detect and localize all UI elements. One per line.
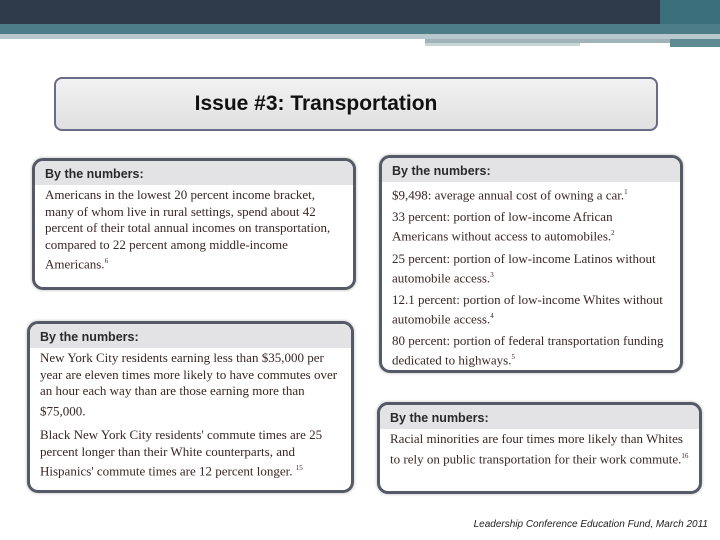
card-heading: By the numbers:	[392, 164, 491, 178]
card-heading: By the numbers:	[390, 411, 489, 425]
stat-text: Black New York City residents' commute times are 25 percent longer than their White counterparts, and Hispanics' commute times are 12 percent longer.	[40, 427, 323, 479]
footnote-ref: 16	[681, 451, 689, 460]
stat-paragraph	[392, 251, 670, 286]
stat-text: 80 percent: portion of federal transportation funding dedicated to highways.	[392, 333, 664, 368]
stat-paragraph	[45, 187, 343, 273]
stat-paragraph	[40, 350, 341, 419]
banner-accent	[660, 0, 720, 24]
footnote-ref: 5	[511, 353, 515, 362]
title-box	[54, 77, 658, 131]
footnote-ref: 3	[490, 270, 494, 279]
top-banner	[0, 0, 720, 24]
stats-card	[32, 158, 356, 290]
stat-text: New York City residents earning less than $35,000 per year are eleven times more likely to have commutes over an hour each way than are those earning more than $75,000.	[40, 350, 338, 418]
footnote-ref: 2	[611, 229, 615, 238]
footnote-ref: 4	[490, 311, 494, 320]
slide-title: Issue #3: Transportation	[194, 92, 438, 115]
stat-text: Americans in the lowest 20 percent income bracket, many of whom live in rural settings, spend about 42 percent of their total annual incomes on transportation, compared to 22 percent among middle-income Americans.	[45, 187, 331, 272]
card-heading: By the numbers:	[45, 167, 144, 181]
stat-text: 12.1 percent: portion of low-income Whites without automobile access.	[392, 291, 663, 327]
card-heading: By the numbers:	[40, 330, 139, 344]
stats-card	[27, 321, 354, 493]
stat-paragraph	[392, 333, 670, 368]
footnote-ref: 6	[104, 257, 109, 265]
stat-paragraph	[40, 427, 341, 480]
stat-paragraph	[392, 292, 670, 327]
banner-stripe	[670, 39, 720, 47]
banner-stripe	[425, 43, 580, 46]
source-footer: Leadership Conference Education Fund, March 2011	[473, 519, 708, 530]
footnote-ref: 15	[295, 464, 303, 473]
stat-paragraph	[392, 184, 670, 203]
footnote-ref: 1	[624, 188, 628, 196]
stat-paragraph	[392, 209, 670, 244]
stats-card	[377, 402, 702, 494]
stat-text: 25 percent: portion of low-income Latinos without automobile access.	[392, 250, 656, 285]
stat-text: $9,498: average annual cost of owning a car.	[392, 187, 625, 203]
banner-stripe	[0, 24, 720, 34]
stats-card	[379, 155, 683, 373]
stat-paragraph	[390, 431, 689, 467]
stat-text: 33 percent: portion of low-income African Americans without access to automobiles.	[392, 209, 613, 244]
stat-text: Racial minorities are four times more likely than Whites to rely on public transportation for their work commute.	[390, 431, 683, 466]
